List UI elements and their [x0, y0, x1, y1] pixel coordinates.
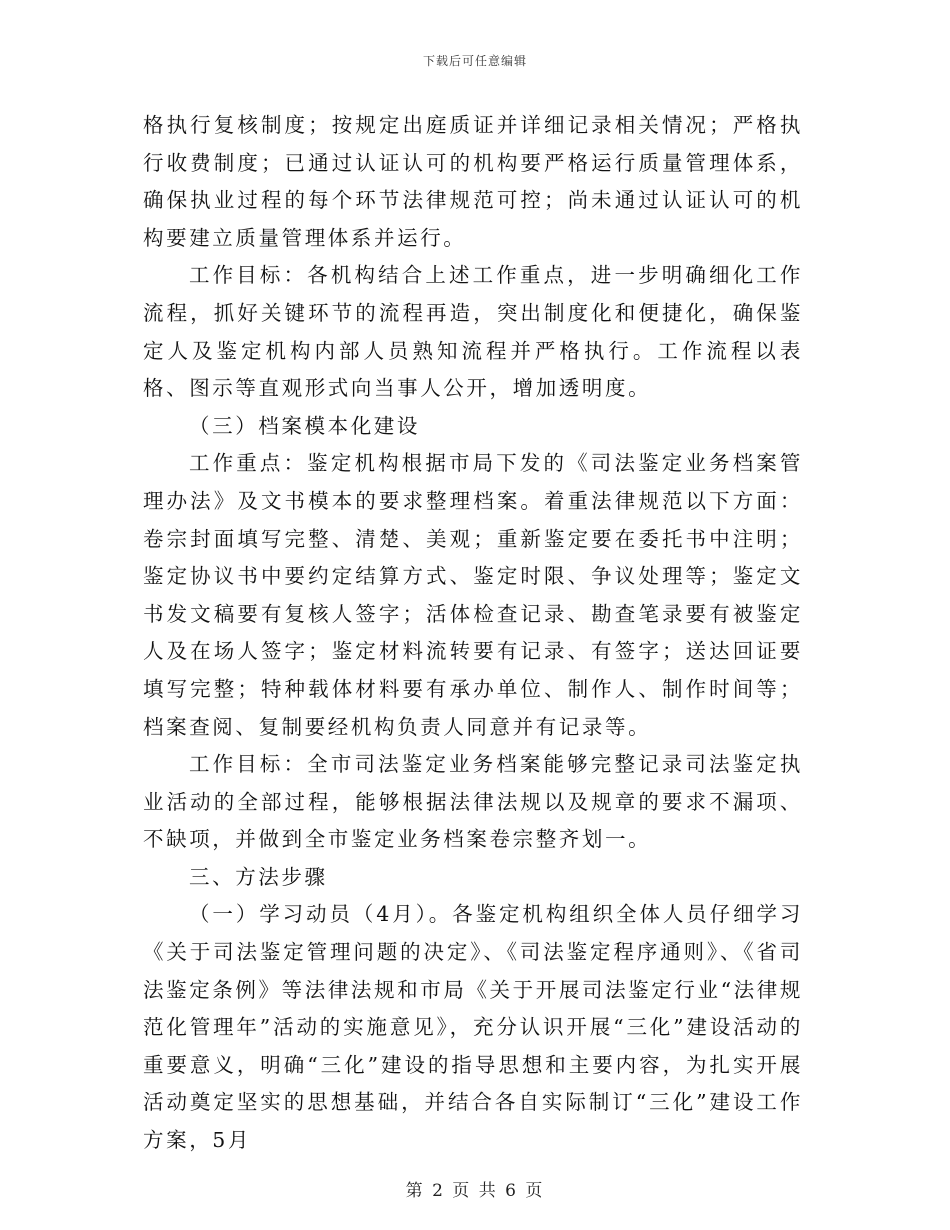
paragraph: 工作目标：全市司法鉴定业务档案能够完整记录司法鉴定执业活动的全部过程，能够根据法律法规以及规章的要求不漏项、不缺项，并做到全市鉴定业务档案卷宗整齐划一。	[143, 752, 803, 852]
paragraph: 工作重点：鉴定机构根据市局下发的《司法鉴定业务档案管理办法》及文书模本的要求整理档案。着重法律规范以下方面：卷宗封面填写完整、清楚、美观；重新鉴定要在委托书中注明；鉴定协议书中要约定结算方式、鉴定时限、争议处理等；鉴定文书发文稿要有复核人签字；活体检查记录、勘查笔录要有被鉴定人及在场人签字；鉴定材料流转要有记录、有签字；送达回证要填写完整；特种载体材料要有承办单位、制作人、制作时间等；档案查阅、复制要经机构负责人同意并有记录等。	[143, 451, 803, 739]
document-body	[143, 107, 803, 1160]
paragraph: （一）学习动员（4月）。各鉴定机构组织全体人员仔细学习《关于司法鉴定管理问题的决定》、《司法鉴定程序通则》、《省司法鉴定条例》等法律法规和市局《关于开展司法鉴定行业“法律规范化管理年”活动的实施意见》，充分认识开展“三化”建设活动的重要意义，明确“三化”建设的指导思想和主要内容，为扎实开展活动奠定坚实的思想基础，并结合各自实际制订“三化”建设工作方案，5月	[143, 902, 803, 1153]
page-footer: 第 2 页 共 6 页	[405, 1181, 545, 1201]
section-heading: 三、方法步骤	[189, 864, 328, 889]
section-heading: （三）档案模本化建设	[189, 413, 420, 438]
page-header: 下载后可任意编辑	[422, 54, 527, 68]
paragraph: 格执行复核制度；按规定出庭质证并详细记录相关情况；严格执行收费制度；已通过认证认可的机构要严格运行质量管理体系，确保执业过程的每个环节法律规范可控；尚未通过认证认可的机构要建立质量管理体系并运行。	[143, 113, 803, 250]
paragraph: 工作目标：各机构结合上述工作重点，进一步明确细化工作流程，抓好关键环节的流程再造，突出制度化和便捷化，确保鉴定人及鉴定机构内部人员熟知流程并严格执行。工作流程以表格、图示等直观形式向当事人公开，增加透明度。	[143, 263, 803, 401]
